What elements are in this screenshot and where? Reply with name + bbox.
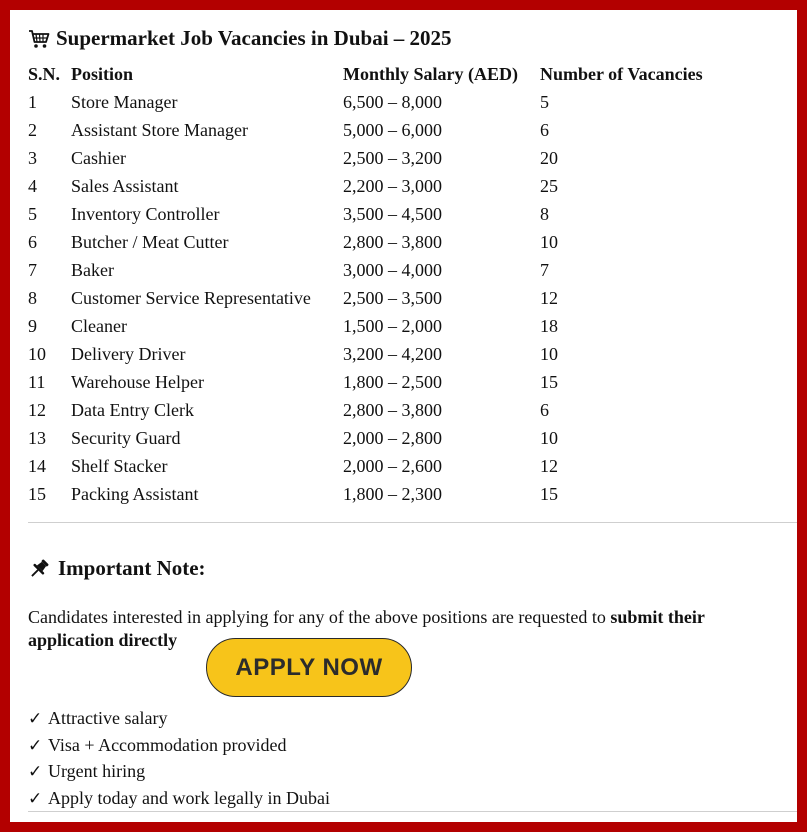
checkmark-icon: ✓ bbox=[28, 735, 43, 756]
row-salary: 2,500 – 3,200 bbox=[343, 147, 442, 168]
shopping-cart-icon bbox=[28, 29, 50, 49]
table-row bbox=[28, 284, 740, 312]
row-vacancies: 10 bbox=[540, 427, 558, 448]
row-vacancies: 6 bbox=[540, 399, 549, 420]
row-position: Inventory Controller bbox=[71, 203, 220, 224]
note-text-bold: submit their application directly bbox=[28, 607, 705, 650]
row-sn: 2 bbox=[28, 119, 37, 140]
note-title: Important Note: bbox=[58, 556, 206, 580]
row-sn: 13 bbox=[28, 427, 46, 448]
page-title bbox=[28, 26, 452, 51]
row-salary: 1,500 – 2,000 bbox=[343, 315, 442, 336]
row-salary: 2,800 – 3,800 bbox=[343, 231, 442, 252]
benefit-text: Apply today and work legally in Dubai bbox=[48, 788, 330, 809]
row-sn: 1 bbox=[28, 91, 37, 112]
pushpin-icon bbox=[28, 558, 50, 580]
row-position: Store Manager bbox=[71, 91, 178, 112]
row-vacancies: 12 bbox=[540, 455, 558, 476]
row-position: Warehouse Helper bbox=[71, 371, 204, 392]
row-vacancies: 15 bbox=[540, 371, 558, 392]
row-sn: 5 bbox=[28, 203, 37, 224]
row-position: Shelf Stacker bbox=[71, 455, 168, 476]
row-vacancies: 10 bbox=[540, 231, 558, 252]
note-text bbox=[28, 606, 788, 652]
row-position: Sales Assistant bbox=[71, 175, 179, 196]
row-sn: 3 bbox=[28, 147, 37, 168]
table-row bbox=[28, 452, 740, 480]
table-row bbox=[28, 144, 740, 172]
benefit-item bbox=[28, 785, 330, 812]
row-position: Cleaner bbox=[71, 315, 127, 336]
row-sn: 14 bbox=[28, 455, 46, 476]
benefit-item bbox=[28, 732, 330, 759]
row-salary: 3,500 – 4,500 bbox=[343, 203, 442, 224]
note-text-plain: Candidates interested in applying for any of the above positions are requested to bbox=[28, 607, 611, 627]
row-salary: 5,000 – 6,000 bbox=[343, 119, 442, 140]
row-vacancies: 7 bbox=[540, 259, 549, 280]
row-sn: 10 bbox=[28, 343, 46, 364]
row-vacancies: 15 bbox=[540, 483, 558, 504]
table-row bbox=[28, 172, 740, 200]
row-vacancies: 25 bbox=[540, 175, 558, 196]
row-salary: 2,500 – 3,500 bbox=[343, 287, 442, 308]
row-vacancies: 18 bbox=[540, 315, 558, 336]
vacancies-table bbox=[28, 60, 740, 508]
row-salary: 3,000 – 4,000 bbox=[343, 259, 442, 280]
checkmark-icon: ✓ bbox=[28, 709, 43, 729]
header-position: Position bbox=[71, 63, 134, 84]
row-vacancies: 6 bbox=[540, 119, 549, 140]
table-row bbox=[28, 116, 740, 144]
row-position: Cashier bbox=[71, 147, 126, 168]
row-sn: 7 bbox=[28, 259, 37, 280]
row-position: Baker bbox=[71, 259, 114, 280]
table-row bbox=[28, 424, 740, 452]
table-row bbox=[28, 88, 740, 116]
row-sn: 11 bbox=[28, 371, 46, 392]
row-vacancies: 20 bbox=[540, 147, 558, 168]
row-salary: 3,200 – 4,200 bbox=[343, 343, 442, 364]
row-position: Data Entry Clerk bbox=[71, 399, 194, 420]
table-row bbox=[28, 480, 740, 508]
table-row bbox=[28, 340, 740, 368]
row-vacancies: 5 bbox=[540, 91, 549, 112]
table-row bbox=[28, 256, 740, 284]
row-position: Packing Assistant bbox=[71, 483, 199, 504]
row-position: Customer Service Representative bbox=[71, 287, 311, 308]
benefit-text: Attractive salary bbox=[48, 708, 168, 728]
row-salary: 2,800 – 3,800 bbox=[343, 399, 442, 420]
table-header-row bbox=[28, 60, 740, 88]
row-salary: 6,500 – 8,000 bbox=[343, 91, 442, 112]
page-frame bbox=[10, 10, 797, 822]
row-position: Assistant Store Manager bbox=[71, 119, 248, 140]
table-row bbox=[28, 200, 740, 228]
table-row bbox=[28, 368, 740, 396]
row-sn: 4 bbox=[28, 175, 37, 196]
header-sn: S.N. bbox=[28, 63, 61, 84]
note-heading bbox=[28, 556, 206, 581]
table-row bbox=[28, 396, 740, 424]
row-sn: 9 bbox=[28, 315, 37, 336]
row-salary: 2,200 – 3,000 bbox=[343, 175, 442, 196]
title-text: Supermarket Job Vacancies in Dubai – 2025 bbox=[56, 26, 452, 50]
apply-now-button[interactable]: APPLY NOW bbox=[206, 638, 412, 697]
row-sn: 8 bbox=[28, 287, 37, 308]
row-vacancies: 10 bbox=[540, 343, 558, 364]
divider bbox=[28, 522, 797, 523]
row-vacancies: 8 bbox=[540, 203, 549, 224]
benefit-text: Visa + Accommodation provided bbox=[48, 734, 287, 755]
row-vacancies: 12 bbox=[540, 287, 558, 308]
table-row bbox=[28, 228, 740, 256]
checkmark-icon: ✓ bbox=[28, 789, 43, 810]
row-salary: 2,000 – 2,800 bbox=[343, 427, 442, 448]
row-sn: 6 bbox=[28, 231, 37, 252]
table-row bbox=[28, 312, 740, 340]
benefits-list bbox=[28, 705, 330, 812]
row-salary: 2,000 – 2,600 bbox=[343, 455, 442, 476]
benefit-text: Urgent hiring bbox=[48, 761, 146, 782]
header-vacancies: Number of Vacancies bbox=[540, 63, 703, 84]
row-sn: 12 bbox=[28, 399, 46, 420]
row-salary: 1,800 – 2,500 bbox=[343, 371, 442, 392]
bottom-divider bbox=[28, 811, 797, 812]
benefit-item bbox=[28, 758, 330, 785]
header-salary: Monthly Salary (AED) bbox=[343, 63, 518, 84]
checkmark-icon: ✓ bbox=[28, 762, 43, 783]
benefit-item bbox=[28, 705, 330, 732]
row-salary: 1,800 – 2,300 bbox=[343, 483, 442, 504]
row-position: Security Guard bbox=[71, 427, 181, 448]
row-position: Delivery Driver bbox=[71, 343, 186, 364]
row-sn: 15 bbox=[28, 483, 46, 504]
row-position: Butcher / Meat Cutter bbox=[71, 231, 229, 252]
